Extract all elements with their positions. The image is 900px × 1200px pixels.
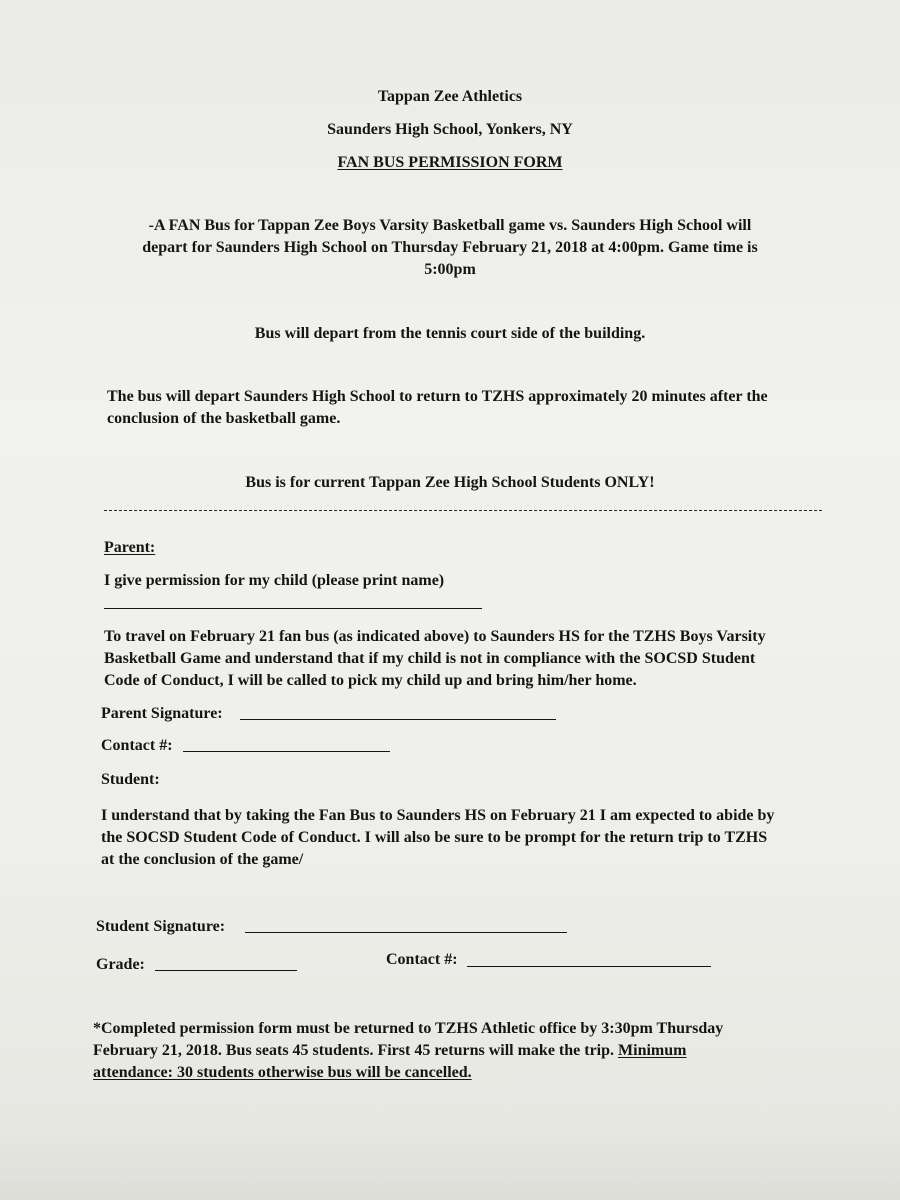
footer-line-1: *Completed permission form must be returned to TZHS Athletic office by 3:30pm Thursday: [93, 1020, 724, 1037]
parent-agreement-line-1: To travel on February 21 fan bus (as indicated above) to Saunders HS for the TZHS Boys Varsity: [104, 628, 766, 645]
footer-line-3: [93, 1064, 472, 1082]
student-agreement-line-2: the SOCSD Student Code of Conduct. I will also be sure to be prompt for the return trip to TZHS: [101, 829, 768, 846]
parent-contact-label: Contact #:: [101, 737, 173, 754]
parent-contact-field[interactable]: [183, 751, 390, 752]
student-signature-field[interactable]: [245, 932, 567, 933]
return-note-line-2: conclusion of the basketball game.: [107, 410, 341, 427]
footer-attendance-text: attendance: 30 students otherwise bus will be cancelled.: [93, 1064, 472, 1081]
intro-line-1: -A FAN Bus for Tappan Zee Boys Varsity Basketball game vs. Saunders High School will: [148, 217, 752, 234]
child-name-field[interactable]: [104, 608, 482, 609]
student-heading: Student:: [101, 771, 160, 788]
depart-note: Bus will depart from the tennis court side of the building.: [254, 325, 646, 342]
footer-line-2: [93, 1042, 686, 1060]
student-contact-field[interactable]: [467, 966, 711, 967]
parent-agreement-line-3: Code of Conduct, I will be called to pick my child up and bring him/her home.: [104, 672, 637, 689]
school-title: Saunders High School, Yonkers, NY: [327, 121, 573, 138]
footer-minimum-text: Minimum: [618, 1042, 687, 1059]
paper-shadow: [0, 1120, 900, 1200]
parent-signature-label: Parent Signature:: [101, 705, 223, 722]
student-signature-label: Student Signature:: [96, 918, 226, 935]
parent-signature-field[interactable]: [240, 719, 556, 720]
form-title-text: FAN BUS PERMISSION FORM: [337, 154, 563, 171]
grade-field[interactable]: [155, 970, 297, 971]
form-title: [0, 154, 900, 172]
return-note-line-1: The bus will depart Saunders High School to return to TZHS approximately 20 minutes after the: [107, 388, 768, 405]
dashed-separator: [104, 510, 822, 511]
footer-line-2-text: February 21, 2018. Bus seats 45 students. First 45 returns will make the trip.: [93, 1042, 619, 1059]
grade-label: Grade:: [96, 956, 145, 973]
student-agreement-line-1: I understand that by taking the Fan Bus to Saunders HS on February 21 I am expected to abide by: [101, 807, 775, 824]
intro-line-2: depart for Saunders High School on Thursday February 21, 2018 at 4:00pm. Game time is: [142, 239, 758, 256]
parent-agreement-line-2: Basketball Game and understand that if my child is not in compliance with the SOCSD Student: [104, 650, 756, 667]
eligibility-note: Bus is for current Tappan Zee High School Students ONLY!: [245, 474, 655, 491]
parent-heading: [104, 539, 155, 557]
org-title: Tappan Zee Athletics: [377, 88, 523, 105]
student-contact-label: Contact #:: [386, 951, 458, 968]
parent-heading-text: Parent:: [104, 539, 156, 556]
student-agreement-line-3: at the conclusion of the game/: [101, 851, 304, 868]
parent-permission-text: I give permission for my child (please print name): [104, 572, 445, 589]
intro-line-3: 5:00pm: [424, 261, 476, 278]
